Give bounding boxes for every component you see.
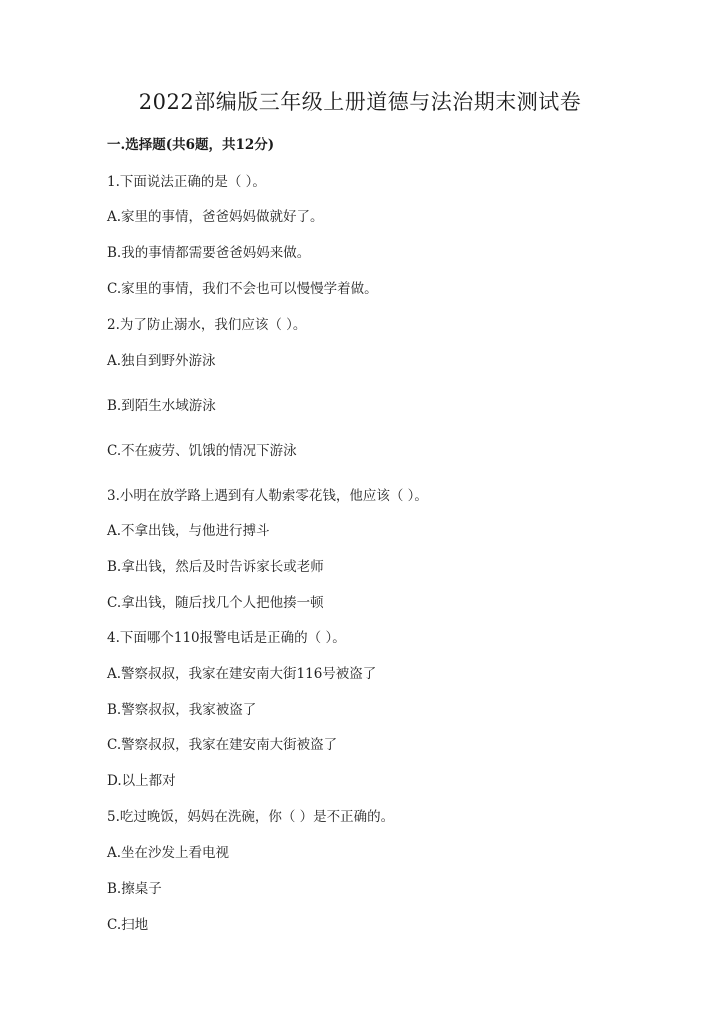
answer-option: A.不拿出钱，与他进行搏斗: [107, 523, 270, 539]
answer-option: C.扫地: [107, 917, 149, 933]
question-stem: 5.吃过晚饭，妈妈在洗碗，你（ ）是不正确的。: [107, 809, 395, 825]
answer-option: A.警察叔叔，我家在建安南大街116号被盗了: [107, 666, 377, 682]
section-heading: 一.选择题(共6题，共12分): [107, 137, 275, 153]
answer-option: B.拿出钱，然后及时告诉家长或老师: [107, 559, 324, 575]
answer-option: C.不在疲劳、饥饿的情况下游泳: [107, 443, 297, 459]
answer-option: C.拿出钱，随后找几个人把他揍一顿: [107, 595, 324, 611]
answer-option: D.以上都对: [107, 773, 176, 789]
answer-option: B.擦桌子: [107, 881, 162, 897]
answer-option: B.警察叔叔，我家被盗了: [107, 702, 257, 718]
answer-option: A.独自到野外游泳: [107, 353, 216, 369]
question-stem: 2.为了防止溺水，我们应该（ ）。: [107, 317, 307, 333]
answer-option: A.家里的事情，爸爸妈妈做就好了。: [107, 209, 324, 225]
answer-option: C.警察叔叔，我家在建安南大街被盗了: [107, 737, 338, 753]
answer-option: B.到陌生水域游泳: [107, 398, 216, 414]
answer-option: A.坐在沙发上看电视: [107, 845, 230, 861]
answer-option: B.我的事情都需要爸爸妈妈来做。: [107, 245, 311, 261]
question-stem: 1.下面说法正确的是（ ）。: [107, 174, 266, 190]
question-stem: 4.下面哪个110报警电话是正确的（ ）。: [107, 630, 346, 646]
question-stem: 3.小明在放学路上遇到有人勒索零花钱，他应该（ ）。: [107, 488, 428, 504]
answer-option: C.家里的事情，我们不会也可以慢慢学着做。: [107, 281, 378, 297]
document-title: 2022部编版三年级上册道德与法治期末测试卷: [138, 90, 582, 114]
